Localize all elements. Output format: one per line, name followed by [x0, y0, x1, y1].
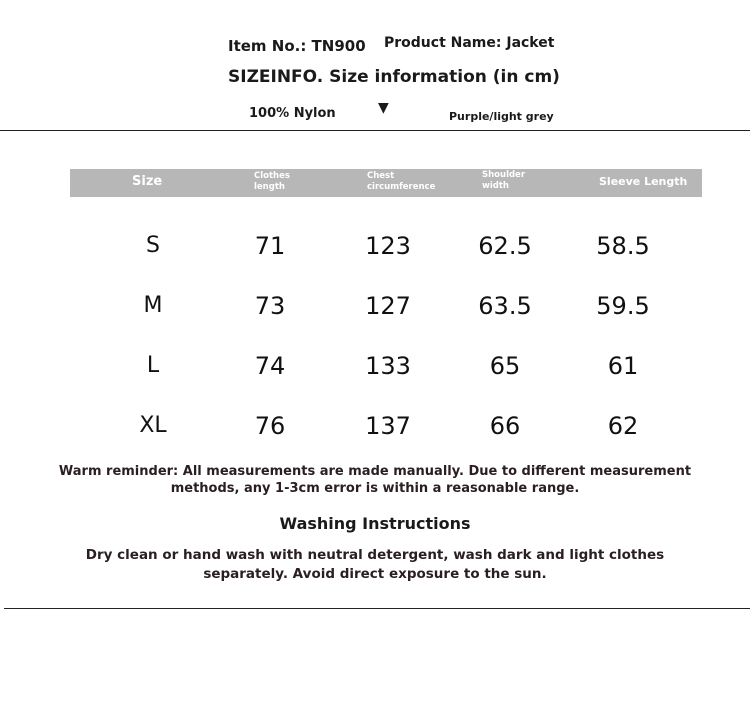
table-cell-shoulder: 62.5	[478, 232, 532, 260]
table-cell-chest: 137	[365, 412, 411, 440]
item-number: Item No.: TN900	[228, 37, 366, 55]
washing-instructions-text	[0, 546, 750, 584]
table-cell-size: M	[143, 293, 163, 318]
table-cell-length: 76	[254, 412, 286, 440]
header-chest-line2: circumference	[367, 182, 436, 192]
washing-instructions-title: Washing Instructions	[279, 514, 471, 533]
table-cell-shoulder: 66	[489, 412, 521, 440]
table-cell-size: XL	[139, 413, 167, 438]
header-clothes-length-line2: length	[254, 182, 285, 192]
header-chest-line1: Chest	[367, 171, 395, 181]
table-cell-chest: 123	[365, 232, 411, 260]
header-clothes-length-line1: Clothes	[254, 171, 290, 181]
top-divider	[0, 130, 750, 131]
measurement-reminder	[0, 463, 750, 497]
bottom-divider	[4, 608, 750, 609]
header-sleeve-length: Sleeve Length	[599, 175, 688, 188]
table-cell-chest: 133	[365, 352, 411, 380]
reminder-line-1: Warm reminder: All measurements are made manually. Due to different measurement	[58, 464, 692, 479]
table-cell-sleeve: 61	[607, 352, 639, 380]
color-label: Purple/light grey	[449, 110, 554, 123]
table-cell-chest: 127	[365, 292, 411, 320]
header-chest-circumference	[367, 171, 435, 193]
table-cell-sleeve: 58.5	[596, 232, 650, 260]
table-cell-size: L	[146, 353, 160, 378]
header-shoulder-line1: Shoulder	[482, 170, 526, 180]
header-shoulder-width	[482, 170, 525, 192]
table-cell-sleeve: 62	[607, 412, 639, 440]
header-clothes-length	[254, 171, 290, 193]
table-cell-sleeve: 59.5	[596, 292, 650, 320]
washing-line-2: separately. Avoid direct exposure to the sun.	[203, 566, 547, 582]
table-cell-shoulder: 65	[489, 352, 521, 380]
reminder-line-2: methods, any 1-3cm error is within a reasonable range.	[170, 481, 580, 496]
header-size: Size	[132, 174, 163, 189]
table-cell-length: 74	[254, 352, 286, 380]
table-cell-shoulder: 63.5	[478, 292, 532, 320]
table-cell-length: 73	[254, 292, 286, 320]
size-info-title: SIZEINFO. Size information (in cm)	[228, 67, 560, 87]
product-name: Product Name: Jacket	[384, 35, 555, 51]
table-cell-size: S	[146, 233, 160, 258]
material-label: 100% Nylon	[249, 106, 336, 121]
table-header	[70, 169, 702, 197]
down-arrow-icon: ▼	[378, 100, 389, 116]
washing-line-1: Dry clean or hand wash with neutral detergent, wash dark and light clothes	[85, 547, 665, 563]
table-cell-length: 71	[254, 232, 286, 260]
header-shoulder-line2: width	[482, 181, 509, 191]
